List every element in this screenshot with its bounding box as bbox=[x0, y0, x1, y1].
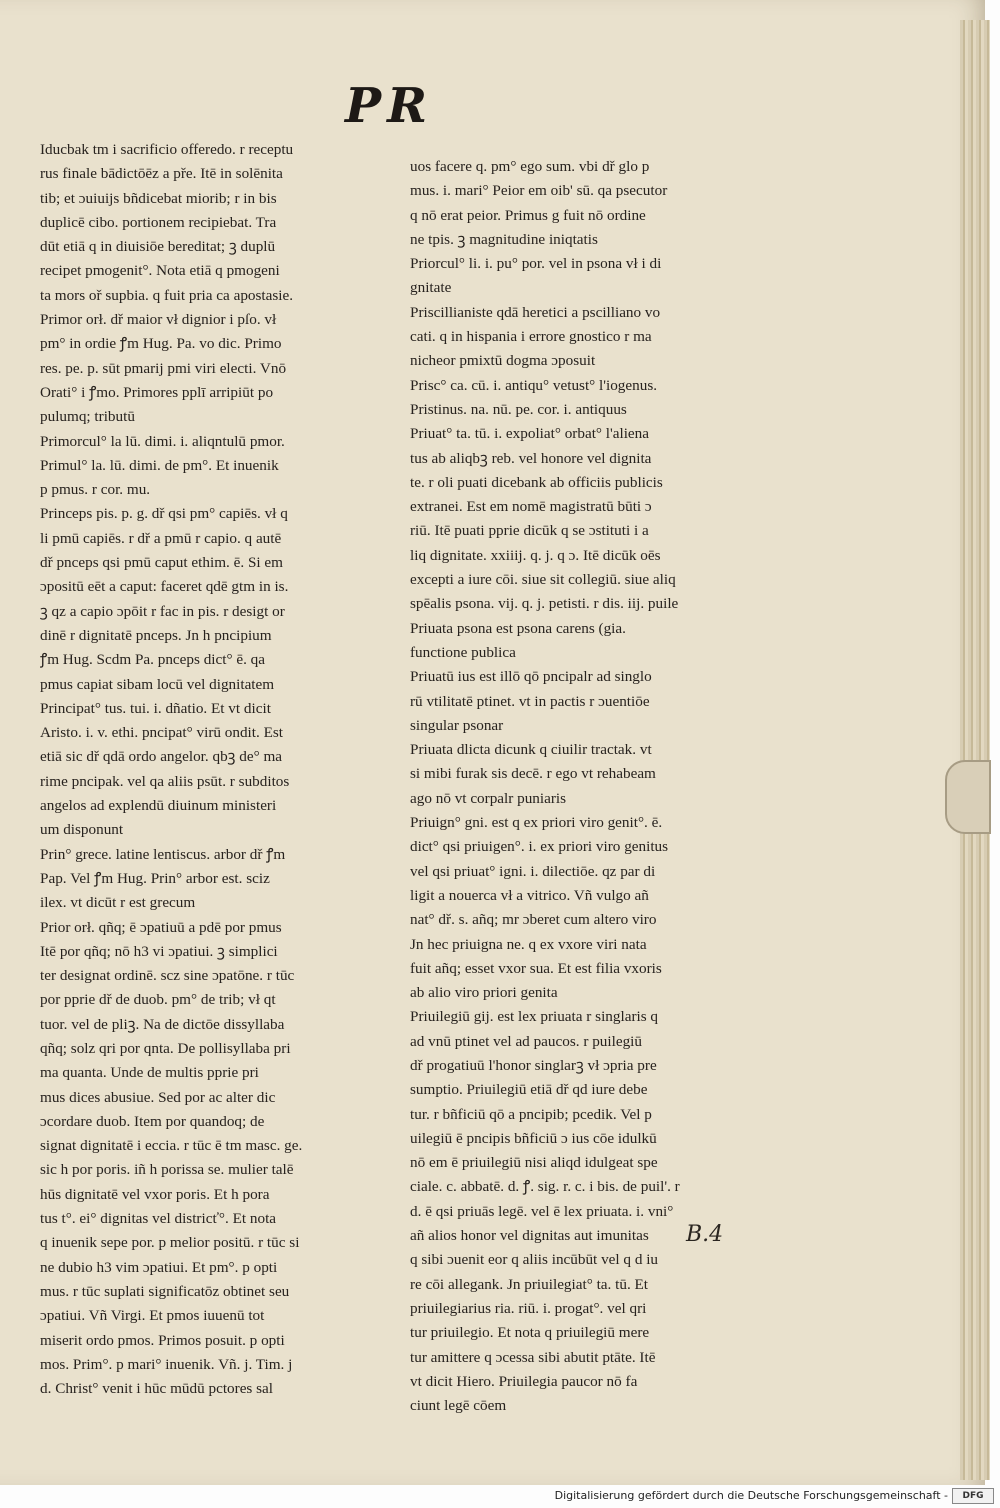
text-line: d. ē qsi priuās legē. vel ē lex priuata. i. vni° bbox=[410, 1202, 674, 1220]
text-line: Primul° la. lū. dimi. de pm°. Et inuenik bbox=[40, 456, 279, 474]
text-line: pmus capiat sibam locū vel dignitatem bbox=[40, 675, 275, 693]
text-line: Iducbak tm i sacrificio offeredo. r receptu bbox=[40, 141, 294, 158]
text-line: mus. r tūc suplati significatōz obtinet seu bbox=[40, 1282, 290, 1300]
text-line: Priuign° gni. est q ex priori viro genit°. ē. bbox=[410, 814, 663, 832]
signature-mark: B.4 bbox=[686, 1222, 724, 1247]
text-line: Priuata dlicta dicunk q ciuilir tractak. vt bbox=[410, 741, 652, 759]
text-line: tur amittere q ɔcessa sibi abutit ptāte. Itē bbox=[410, 1348, 656, 1366]
text-line: rū vtilitatē ptinet. vt in pactis r ɔuentiōe bbox=[410, 692, 650, 710]
page-edge-stack bbox=[960, 20, 990, 1480]
text-line: cati. q in hispania i errore gnostico r ma bbox=[410, 328, 652, 346]
text-line: mus dices abusiue. Sed por ac alter dic bbox=[40, 1088, 276, 1106]
text-line: ne tpis. ꝫ magnitudine iniqtatis bbox=[410, 230, 598, 248]
text-line: dinē r dignitatē pnceps. Jn h pncipium bbox=[40, 626, 272, 644]
text-line: singular psonar bbox=[410, 716, 504, 734]
text-line: uilegiū ē pncipis bñficiū ɔ ius cōe idulkū bbox=[410, 1129, 657, 1147]
text-line: ciale. c. abbatē. d. ꝭ. sig. r. c. i bis. de puil'. r bbox=[410, 1178, 680, 1196]
text-line: ilex. vt dicūt r est grecum bbox=[40, 894, 196, 912]
right-column bbox=[410, 155, 780, 1418]
text-line: extranei. Est em nomē magistratū būti ɔ bbox=[410, 498, 652, 516]
text-line: Itē por qñq; nō h3 vi ɔpatiui. ꝫ simplici bbox=[40, 942, 278, 960]
text-line: qñq; solz qri por qnta. De pollisyllaba pri bbox=[40, 1039, 291, 1057]
text-line: añ alios honor vel dignitas aut imunitas bbox=[410, 1227, 649, 1245]
text-line: Primorcul° la lū. dimi. i. aliqntulū pmor. bbox=[40, 432, 285, 450]
text-line: Prior orł. qñq; ē ɔpatiuū a pdē por pmus bbox=[40, 918, 282, 936]
text-line: q inuenik sepe por. p melior positū. r tūc si bbox=[40, 1234, 300, 1252]
text-line: Priorcul° li. i. pu° por. vel in psona vł i di bbox=[410, 255, 662, 273]
text-line: dict° qsi priuigen°. i. ex priori viro genitus bbox=[410, 838, 669, 856]
text-line: Prin° grece. latine lentiscus. arbor dř ꝭm bbox=[40, 845, 286, 863]
text-line: sumptio. Priuilegiū etiā dř qd iure debe bbox=[410, 1081, 648, 1099]
text-line: nat° dř. s. añq; mr ɔberet cum altero viro bbox=[410, 911, 657, 929]
text-line: pulumq; tributū bbox=[40, 408, 135, 426]
text-line: gnitate bbox=[410, 279, 452, 297]
text-line: Primor orł. dř maior vł dignior i pſo. vł bbox=[40, 311, 277, 329]
left-column bbox=[40, 138, 405, 1401]
text-line: um disponunt bbox=[40, 821, 124, 839]
text-line: Pristinus. na. nū. pe. cor. i. antiquus bbox=[410, 400, 627, 418]
text-line: spēalis psona. vij. q. j. petisti. r dis. iij. puile bbox=[410, 595, 679, 613]
text-line: Priuata psona est psona carens (gia. bbox=[410, 619, 626, 637]
text-line: ta mors oř supbia. q fuit pria ca apostasie. bbox=[40, 286, 294, 304]
text-line: por pprie dř de duob. pm° de trib; vł qt bbox=[40, 991, 276, 1009]
text-line: uos facere q. pm° ego sum. vbi dř glo p bbox=[410, 158, 650, 175]
text-line: ma quanta. Unde de multis pprie pri bbox=[40, 1064, 259, 1082]
text-line: tus ab aliqbꝫ reb. vel honore vel dignita bbox=[410, 449, 652, 467]
text-line: nō em ē priuilegiū nisi aliqd idulgeat spe bbox=[410, 1154, 658, 1172]
text-line: ab alio viro priori genita bbox=[410, 984, 558, 1002]
text-line: ter designat ordinē. scz sine ɔpatōne. r tūc bbox=[40, 967, 295, 985]
text-line: angelos ad explendū diuinum ministeri bbox=[40, 797, 277, 815]
text-line: d. Christ° venit i hūc mūdū pctores sal bbox=[40, 1380, 274, 1398]
footer-bar bbox=[0, 1485, 1000, 1508]
text-line: ɔpatiui. Vñ Virgi. Et pmos iuuenū tot bbox=[40, 1307, 265, 1325]
footer-credit: Digitalisierung gefördert durch die Deutsche Forschungsgemeinschaft - bbox=[554, 1489, 948, 1502]
text-line: Priuatū ius est illō qō pncipalr ad singlo bbox=[410, 668, 652, 686]
text-line: ligit a nouerca vł a vitrico. Vñ vulgo añ bbox=[410, 886, 649, 904]
text-line: vt dicit Hiero. Priuilegia paucor nō fa bbox=[410, 1372, 638, 1390]
text-line: tur priuilegio. Et nota q priuilegiū mere bbox=[410, 1324, 650, 1342]
text-line: q nō erat peior. Primus g fuit nō ordine bbox=[410, 206, 646, 224]
text-line: rime pncipak. vel qa aliis psūt. r subditos bbox=[40, 772, 290, 790]
text-line: functione publica bbox=[410, 643, 516, 661]
text-line: Pap. Vel ꝭm Hug. Prin° arbor est. sciz bbox=[40, 869, 270, 887]
text-line: tus t°. ei° dignitas vel districť°. Et nota bbox=[40, 1210, 277, 1228]
text-line: re cōi allegank. Jn priuilegiat° ta. tū. Et bbox=[410, 1275, 649, 1293]
dfg-logo: DFG bbox=[952, 1488, 994, 1504]
text-line: Orati° i ꝭmo. Primores pplī arripiūt po bbox=[40, 383, 274, 401]
text-line: tur. r bñficiū qō a pncipib; pcedik. Vel p bbox=[410, 1105, 652, 1123]
text-line: ne dubio h3 vim ɔpatiui. Et pm°. p opti bbox=[40, 1258, 278, 1276]
text-line: ɔpositū eēt a caput: faceret qdē gtm in is. bbox=[40, 578, 289, 596]
text-line: ciunt legē cōem bbox=[410, 1397, 507, 1415]
text-line: si mibi furak sis decē. r ego vt rehabeam bbox=[410, 765, 656, 783]
text-line: mos. Prim°. p mari° inuenik. Vñ. j. Tim. j bbox=[40, 1355, 293, 1373]
text-line: recipet pmogenit°. Nota etiā q pmogeni bbox=[40, 262, 280, 280]
text-line: p pmus. r cor. mu. bbox=[40, 481, 151, 499]
text-line: te. r oli puati dicebank ab officiis publicis bbox=[410, 473, 663, 491]
page-tab-marker bbox=[945, 760, 991, 834]
text-line: ago nō vt corpalr puniaris bbox=[410, 789, 567, 807]
text-line: riū. Itē puati pprie dicūk q se ɔstituti i a bbox=[410, 522, 649, 540]
text-line: liq dignitate. xxiiij. q. j. q ɔ. Itē dicūk oēs bbox=[410, 546, 661, 564]
text-line: duplicē cibo. portionem recipiebat. Tra bbox=[40, 213, 277, 231]
text-line: Principat° tus. tui. i. dñatio. Et vt dicit bbox=[40, 699, 271, 717]
text-line: ꝫ qz a capio ɔpōit r fac in pis. r desigt or bbox=[40, 602, 285, 620]
text-line: nicheor pmixtū dogma ɔposuit bbox=[410, 352, 596, 370]
text-line: li pmū capiēs. r dř a pmū r capio. q autē bbox=[40, 529, 282, 547]
text-line: sic h por poris. iñ h porissa se. mulier talē bbox=[40, 1161, 294, 1179]
text-line: Priuilegiū gij. est lex priuata r singlaris q bbox=[410, 1008, 659, 1026]
text-line: tuor. vel de pliꝫ. Na de dictōe dissyllaba bbox=[40, 1015, 285, 1033]
text-line: res. pe. p. sūt pmarij pmi viri electi. Vnō bbox=[40, 359, 287, 377]
text-line: Priscillianiste qdā heretici a pscilliano vo bbox=[410, 303, 661, 321]
running-head: PR bbox=[345, 78, 433, 134]
text-line: Jn hec priuigna ne. q ex vxore viri nata bbox=[410, 935, 647, 953]
text-line: ad vnū ptinet vel ad paucos. r puilegiū bbox=[410, 1032, 642, 1050]
text-line: priuilegiarius ria. riū. i. progat°. vel qri bbox=[410, 1299, 647, 1317]
text-line: ɔcordare duob. Item por quandoq; de bbox=[40, 1112, 265, 1130]
text-line: dř progatiuū l'honor singlarꝫ vł ɔpria pre bbox=[410, 1056, 657, 1074]
text-line: fuit añq; esset vxor sua. Et est filia vxoris bbox=[410, 959, 662, 977]
text-line: Priuat° ta. tū. i. expoliat° orbat° l'aliena bbox=[410, 425, 650, 443]
text-line: etiā sic dř qdā ordo angelor. qbꝫ de° ma bbox=[40, 748, 282, 766]
text-line: Princeps pis. p. g. dř qsi pm° capiēs. vł q bbox=[40, 505, 288, 523]
text-line: signat dignitatē i eccia. r tūc ē tm masc. ge. bbox=[40, 1137, 303, 1155]
text-line: ꝭm Hug. Scdm Pa. pnceps dict° ē. qa bbox=[40, 651, 266, 669]
text-line: tib; et ɔuiuijs bñdicebat miorib; r in bis bbox=[40, 189, 277, 207]
text-line: dř pnceps qsi pmū caput ethim. ē. Si em bbox=[40, 554, 283, 572]
text-line: mus. i. mari° Peior em oib' sū. qa psecutor bbox=[410, 182, 668, 200]
text-line: hūs dignitatē vel vxor poris. Et h pora bbox=[40, 1185, 270, 1203]
text-line: vel qsi priuat° igni. i. dilectiōe. qz par di bbox=[410, 862, 656, 880]
text-line: rus finale bādictōēz a pře. Itē in solēnita bbox=[40, 165, 283, 183]
text-line: miserit ordo pmos. Primos posuit. p opti bbox=[40, 1331, 285, 1349]
text-line: q sibi ɔuenit eor q aliis incūbūt vel q d iu bbox=[410, 1251, 659, 1269]
text-line: dūt etiā q in diuisiōe bereditat; ꝫ duplū bbox=[40, 238, 276, 256]
text-line: Prisc° ca. cū. i. antiqu° vetust° l'iogenus. bbox=[410, 376, 658, 394]
text-line: excepti a iure cōi. siue sit collegiū. siue aliq bbox=[410, 571, 676, 589]
text-line: pm° in ordie ꝭm Hug. Pa. vo dic. Primo bbox=[40, 335, 282, 353]
text-line: Aristo. i. v. ethi. pncipat° virū ondit. Est bbox=[40, 724, 283, 742]
